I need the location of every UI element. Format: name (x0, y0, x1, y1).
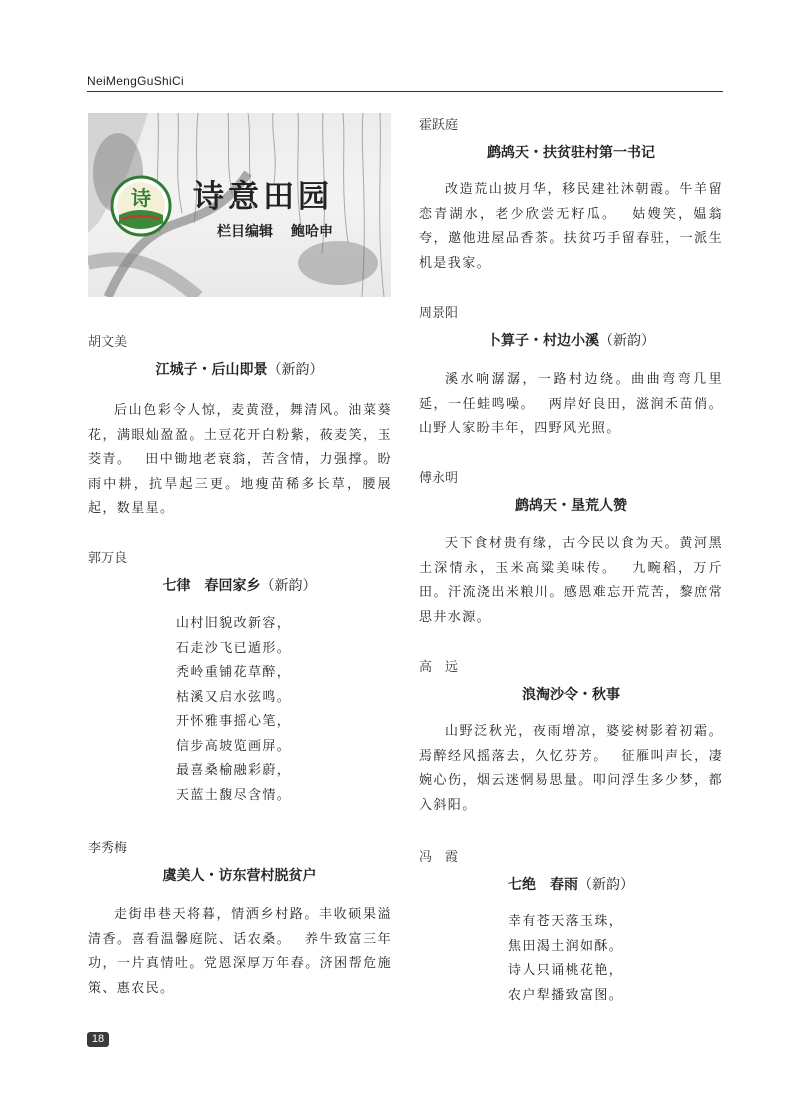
running-head: NeiMengGuShiCi (87, 74, 184, 88)
poem-body: 后山色彩令人惊，麦黄澄，舞清风。油菜葵花，满眼灿盈盈。土豆花开白粉紫，莜麦笑，玉茭青。 田中锄地老衰翁，苦含情，力强撑。盼雨中耕，抗旱起三更。地瘦苗稀多长草，腰展起，数星星。 (88, 403, 392, 516)
poem-body: 天下食材贵有缘，古今民以食为天。黄河黑土深情永，玉米高粱美味传。 九畹稻，万斤田。汗流浇出米粮川。感恩难忘开荒苦，黎庶常思井水源。 (419, 536, 723, 625)
verse-line: 开怀雅事摇心笔， (176, 714, 292, 729)
verse-line: 枯溪又启水弦鸣。 (176, 689, 292, 705)
verse-line: 幸有苍天落玉珠， (508, 914, 624, 929)
poem-body: 溪水响潺潺，一路村边绕。曲曲弯弯几里延，一任蛙鸣噪。 两岸好良田，滋润禾苗俏。山野人家盼丰年，四野风光照。 (419, 372, 723, 436)
column-logo (110, 175, 172, 237)
editor-label: 栏目编辑 (217, 224, 273, 240)
verse-line: 秃岭重铺花草醉， (176, 665, 292, 680)
column-editor (217, 221, 333, 241)
poem-author: 霍跃庭 (419, 118, 459, 133)
column-banner (88, 113, 391, 297)
poem-body: 山野泛秋光，夜雨增凉，婆娑树影着初霜。焉醉经风摇落去，久忆芬芳。 征雁叫声长，凄婉心伤，烟云迷惘易思量。叩问浮生多少梦，都入斜阳。 (419, 724, 723, 813)
verse-line: 最喜桑榆融彩蔚， (176, 763, 292, 778)
poem-body: 改造荒山披月华，移民建社沐朝霞。牛羊留恋青湖水，老少欣尝无籽瓜。 姑嫂笑，媪翁夸，邀他进屋品香茶。扶贫巧手留春驻，一派生机是我家。 (419, 182, 723, 271)
poem-author: 郭万良 (88, 551, 128, 566)
poem-title: 七绝 春雨（新韵） (508, 877, 634, 893)
verse-line: 信步高坡览画屏。 (176, 738, 292, 754)
poem-title: 浪淘沙令・秋事 (522, 687, 620, 703)
page-number: 18 (87, 1032, 109, 1047)
verse-line: 山村旧貌改新容， (176, 616, 292, 631)
editor-name: 鲍哈申 (291, 224, 333, 240)
poem-title: 江城子・后山即景（新韵） (155, 362, 324, 378)
poem-author: 傅永明 (419, 471, 459, 486)
column-title: 诗意田园 (193, 179, 333, 215)
verse-line: 农户犁播致富图。 (508, 987, 624, 1003)
logo-char: 诗 (131, 186, 151, 210)
verse-line: 焦田渴土润如酥。 (508, 938, 624, 954)
poem-verse (176, 612, 291, 808)
poem-author: 胡文美 (88, 335, 128, 350)
verse-line: 诗人只诵桃花艳， (508, 963, 624, 978)
poem-title: 虞美人・访东营村脱贫户 (162, 868, 317, 884)
poem-title: 七律 春回家乡（新韵） (162, 578, 317, 594)
poem-author: 李秀梅 (88, 841, 128, 856)
poem-title: 鹧鸪天・扶贫驻村第一书记 (487, 145, 655, 161)
verse-line: 石走沙飞已遁形。 (176, 640, 292, 656)
poem-title: 卜算子・村边小溪（新韵） (487, 333, 655, 349)
poem-author: 周景阳 (419, 306, 459, 321)
poem-title: 鹧鸪天・垦荒人赞 (515, 498, 627, 514)
header-rule (87, 91, 723, 92)
poem-body: 走街串巷天将暮，情洒乡村路。丰收硕果溢清香。喜看温馨庭院、话农桑。 养牛致富三年功，一片真情吐。党恩深厚万年春。济困帮危施策、惠农民。 (88, 907, 392, 996)
poem-verse (508, 910, 623, 1008)
poem-author: 冯 霞 (419, 850, 459, 865)
verse-line: 天蓝土馥尽含情。 (176, 787, 292, 803)
poem-author: 高 远 (419, 660, 459, 675)
